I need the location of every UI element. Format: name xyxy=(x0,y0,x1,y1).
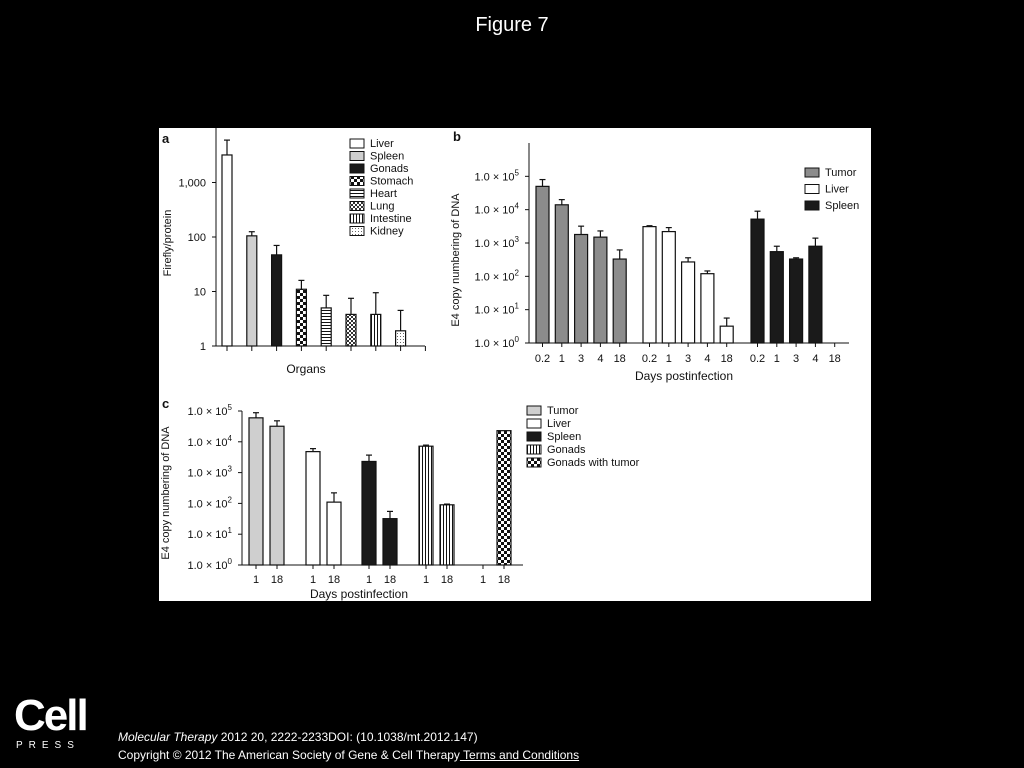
panel-b-bar xyxy=(613,259,626,343)
panel-a-legend-swatch xyxy=(350,152,364,161)
logo-cell-text: Cell xyxy=(14,691,87,740)
panel-c-bar xyxy=(306,452,320,565)
panel-b-bar xyxy=(701,274,714,343)
panel-a-legend-label: Stomach xyxy=(370,175,414,188)
panel-c-ylabel: E4 copy numbering of DNA xyxy=(160,426,172,560)
panel-c-xtick-label: 18 xyxy=(327,574,341,586)
citation xyxy=(118,730,478,744)
panel-b-bar xyxy=(770,252,783,343)
panel-b-ytick-label: $1.0 \times 10^2$ xyxy=(474,268,519,284)
panel-c-legend-label: Spleen xyxy=(547,431,582,443)
panel-b-legend-swatch xyxy=(805,185,819,194)
copyright xyxy=(118,748,579,762)
panel-c-ytick-label: $1.0 \times 10^3$ xyxy=(187,464,232,480)
panel-a-legend-label: Lung xyxy=(370,200,395,213)
panel-b-xtick-label: 0.2 xyxy=(641,353,658,365)
panel-a-legend-swatch xyxy=(350,164,364,173)
panel-a-bar xyxy=(321,308,331,346)
panel-c-ytick-label: $1.0 \times 10^2$ xyxy=(187,495,232,511)
panel-c-legend-swatch xyxy=(527,406,541,415)
panel-c-xtick-label: 18 xyxy=(270,574,284,586)
panel-a-legend-label: Intestine xyxy=(370,213,412,225)
panel-a-xlabel: Organs xyxy=(286,362,326,376)
panel-c-legend-label: Gonads with tumor xyxy=(547,457,640,469)
panel-c-legend-swatch xyxy=(527,419,541,428)
panel-c-bar xyxy=(497,431,511,565)
panel-a-legend-swatch xyxy=(350,202,364,211)
panel-b-bar xyxy=(790,259,803,343)
panel-c-legend-swatch xyxy=(527,432,541,441)
panel-b-legend-swatch xyxy=(805,168,819,177)
panel-c-legend-label: Liver xyxy=(547,418,571,430)
panel-b-xtick-label: 1 xyxy=(558,353,565,365)
panel-b-xtick-label: 18 xyxy=(828,353,841,365)
panel-b-ytick-label: $1.0 \times 10^3$ xyxy=(474,235,519,250)
panel-b-letter: b xyxy=(453,129,461,144)
panel-c-xtick-label: 1 xyxy=(479,574,487,586)
panel-a-legend-label: Heart xyxy=(370,188,397,200)
terms-and-conditions-link[interactable]: Terms and Conditions xyxy=(459,748,580,762)
panel-a-chart xyxy=(162,128,425,376)
panel-b-ytick-label: $1.0 \times 10^4$ xyxy=(474,201,519,217)
panel-a-legend-swatch xyxy=(350,214,364,223)
figure-svg xyxy=(159,128,871,601)
cell-press-logo xyxy=(14,691,87,752)
panel-b-ytick-label: $1.0 \times 10^5$ xyxy=(474,168,519,184)
panel-a-bar xyxy=(296,289,306,346)
panel-b-bar xyxy=(536,186,549,343)
citation-journal: Molecular Therapy xyxy=(118,730,218,744)
copyright-text: Copyright © 2012 The American Society of Gene & Cell Therapy xyxy=(118,748,460,762)
panel-c-letter: c xyxy=(162,396,170,411)
panel-b-ylabel: E4 copy numbering of DNA xyxy=(450,193,462,327)
panel-a-ytick-label: 1 xyxy=(199,341,206,353)
panel-b-bar xyxy=(575,234,588,343)
panel-b-bar xyxy=(682,262,695,343)
panel-b-xtick-label: 0.2 xyxy=(534,353,551,365)
panel-a-legend-label: Kidney xyxy=(370,225,404,238)
panel-b-bar xyxy=(594,237,607,343)
panel-c-xtick-label: 18 xyxy=(383,574,397,586)
panel-a-legend-label: Liver xyxy=(370,138,394,150)
panel-b-bar xyxy=(643,227,656,343)
panel-b-legend-label: Liver xyxy=(825,183,849,196)
panel-c-xtick-label: 1 xyxy=(309,574,317,586)
panel-c-bar xyxy=(327,502,341,565)
panel-c-legend-label: Gonads xyxy=(547,444,586,456)
panel-b-xtick-label: 1 xyxy=(773,353,780,365)
panel-b-bar xyxy=(751,219,764,343)
panel-c-bar xyxy=(270,426,284,565)
panel-c-bar xyxy=(362,461,376,565)
slide-title: Figure 7 xyxy=(475,14,549,36)
panel-c-bar xyxy=(440,505,454,565)
panel-c-ytick-label: $1.0 \times 10^0$ xyxy=(187,557,232,572)
panel-b-ytick-label: $1.0 \times 10^0$ xyxy=(474,335,519,350)
panel-a-legend-label: Spleen xyxy=(370,150,405,163)
panel-a-legend-swatch xyxy=(350,189,364,198)
panel-c-legend-label: Tumor xyxy=(547,405,579,417)
citation-details: 2012 20, 2222-2233DOI: (10.1038/mt.2012.147) xyxy=(217,730,478,744)
logo-press-text: PRESS xyxy=(16,740,80,751)
panel-a-bar xyxy=(396,331,406,346)
panel-a-bar xyxy=(222,155,232,346)
panel-a-bar xyxy=(371,314,381,346)
panel-b-xlabel: Days postinfection xyxy=(634,369,734,383)
panel-b-bar xyxy=(555,205,568,343)
panel-b-xtick-label: 18 xyxy=(720,353,733,365)
panel-a-letter: a xyxy=(162,131,170,146)
panel-a-bar xyxy=(247,236,257,346)
panel-b-chart xyxy=(450,129,859,383)
figure-7-panel xyxy=(159,128,871,601)
panel-b-xtick-label: 4 xyxy=(704,353,711,365)
panel-c-xtick-label: 18 xyxy=(497,574,511,586)
panel-c-bar xyxy=(383,519,397,565)
panel-c-ytick-label: $1.0 \times 10^4$ xyxy=(187,433,232,449)
panel-c-xtick-label: 1 xyxy=(422,574,430,586)
panel-c-xtick-label: 1 xyxy=(252,574,260,586)
panel-b-bar xyxy=(720,326,733,343)
panel-b-legend-swatch xyxy=(805,201,819,210)
panel-a-ylabel: Firefly/protein xyxy=(162,209,174,277)
panel-a-bar xyxy=(346,314,356,346)
panel-b-xtick-label: 0.2 xyxy=(749,353,766,365)
panel-b-xtick-label: 4 xyxy=(812,353,819,365)
panel-b-xtick-label: 4 xyxy=(597,353,604,365)
panel-a-legend-swatch xyxy=(350,139,364,148)
panel-c-chart xyxy=(160,396,640,601)
panel-c-legend-swatch xyxy=(527,458,541,467)
panel-b-legend-label: Spleen xyxy=(825,200,860,212)
panel-a-bar xyxy=(272,255,282,346)
panel-b-xtick-label: 18 xyxy=(613,353,626,365)
panel-c-xlabel: Days postinfection xyxy=(309,587,409,601)
panel-c-bar xyxy=(419,446,433,565)
panel-a-ytick-label: 1,000 xyxy=(178,177,206,190)
panel-b-xtick-label: 3 xyxy=(578,353,585,365)
panel-b-bar xyxy=(809,246,822,343)
panel-c-ytick-label: $1.0 \times 10^1$ xyxy=(187,526,232,542)
panel-a-legend-swatch xyxy=(350,177,364,186)
panel-c-bar xyxy=(249,418,263,565)
panel-b-xtick-label: 1 xyxy=(665,353,672,365)
panel-c-legend-swatch xyxy=(527,445,541,454)
panel-a-legend-swatch xyxy=(350,227,364,236)
panel-a-legend-label: Gonads xyxy=(370,163,409,175)
panel-b-xtick-label: 3 xyxy=(793,353,800,365)
panel-c-ytick-label: $1.0 \times 10^5$ xyxy=(187,403,232,418)
panel-b-legend-label: Tumor xyxy=(825,167,857,179)
panel-b-xtick-label: 3 xyxy=(685,353,692,365)
panel-c-xtick-label: 1 xyxy=(365,574,373,586)
panel-c-xtick-label: 18 xyxy=(440,574,454,586)
panel-a-ytick-label: 10 xyxy=(193,286,206,299)
panel-b-bar xyxy=(662,232,675,343)
panel-b-ytick-label: $1.0 \times 10^1$ xyxy=(474,301,519,317)
panel-a-ytick-label: 100 xyxy=(187,232,206,244)
